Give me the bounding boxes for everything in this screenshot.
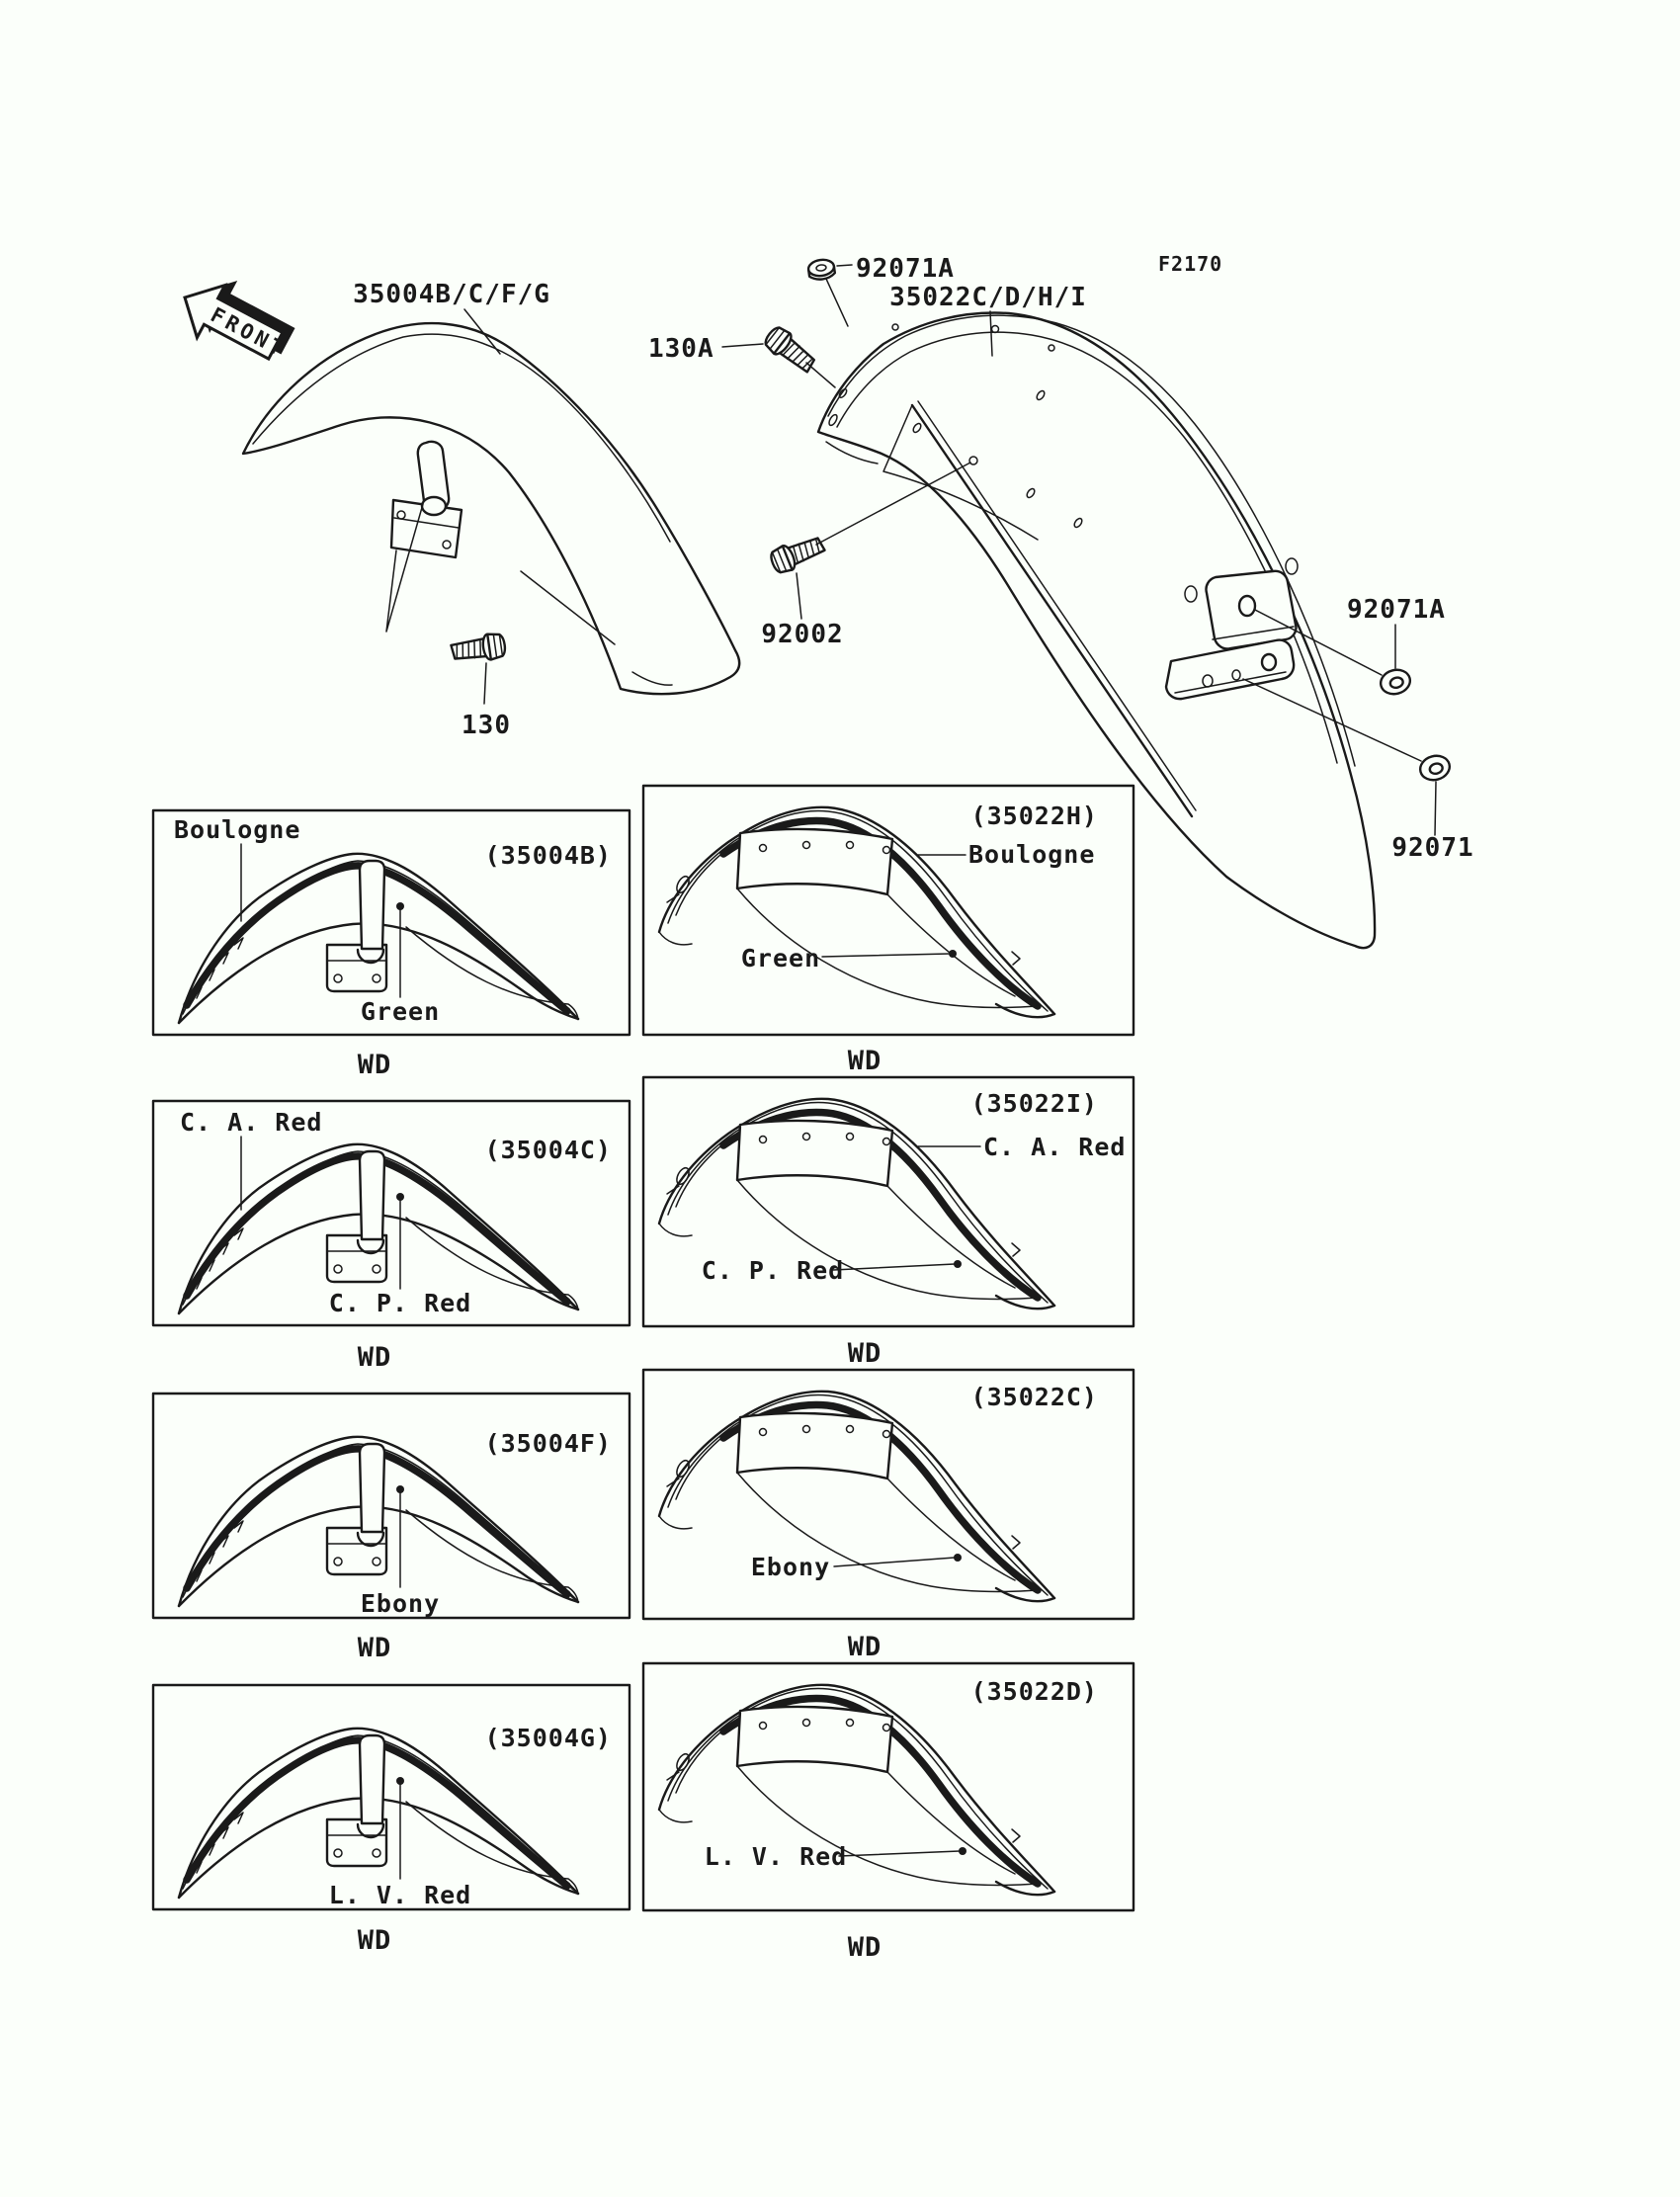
figure-code: F2170 (1158, 252, 1223, 276)
variant-color-stripe: C. A. Red (983, 1133, 1127, 1161)
variant-box-35004g (153, 1685, 630, 1956)
leader-line (839, 1851, 960, 1856)
variant-color-body: C. P. Red (701, 1256, 845, 1285)
variant-color-stripe: Boulogne (968, 840, 1096, 869)
nut-92071-icon (1417, 753, 1452, 784)
variant-box-35004f (153, 1394, 630, 1663)
leader-line (834, 1558, 955, 1566)
label-front-fender-part: 35004B/C/F/G (353, 280, 550, 309)
label-nut-92071a-top: 92071A (856, 254, 955, 284)
front-arrow-label: FRONT (207, 302, 291, 363)
rear-fender-drawing (818, 313, 1375, 949)
label-bolt-92002: 92002 (761, 620, 844, 649)
front-fender-variant-drawing (179, 1729, 578, 1898)
variant-part-number: (35022D) (970, 1677, 1098, 1706)
leader-line (822, 954, 950, 957)
variant-color-body: C. P. Red (328, 1289, 472, 1317)
variant-part-number: (35004C) (484, 1136, 612, 1164)
leader-dot (959, 1847, 966, 1855)
bolt-130-icon (451, 632, 507, 664)
variant-color-body: Ebony (750, 1553, 831, 1581)
label-nut-92071a-side: 92071A (1347, 595, 1446, 625)
leader-dot (396, 1777, 404, 1785)
rear-fender-upper-bracket (1206, 571, 1296, 649)
variant-caption-wd: WD (357, 1050, 392, 1080)
label-nut-92071: 92071 (1391, 833, 1474, 863)
variant-color-stripe: C. A. Red (180, 1108, 323, 1137)
variant-part-number: (35022I) (970, 1089, 1098, 1118)
variant-box-35022i (643, 1077, 1134, 1369)
leader-dot (954, 1260, 962, 1268)
variant-color-body: Ebony (360, 1589, 441, 1618)
leader-dot (396, 1193, 404, 1201)
variant-part-number: (35004F) (484, 1429, 612, 1458)
rear-fender-variant-drawing (659, 1392, 1054, 1601)
variant-color-body: Green (740, 944, 821, 972)
variant-color-body: L. V. Red (704, 1842, 848, 1871)
variant-caption-wd: WD (847, 1046, 882, 1076)
nut-92071a-top-icon (807, 258, 835, 281)
variant-color-body: Green (360, 997, 441, 1026)
variant-caption-wd: WD (847, 1632, 882, 1662)
nut-92071a-side-icon (1378, 667, 1412, 698)
variant-part-number: (35004G) (484, 1724, 612, 1752)
variant-color-stripe: Boulogne (174, 815, 301, 844)
variant-box-35004c (153, 1101, 630, 1373)
leader-dot (949, 950, 957, 958)
variant-part-number: (35022H) (970, 802, 1098, 830)
variant-part-number: (35004B) (484, 841, 612, 870)
rear-fender-variant-drawing (659, 807, 1054, 1017)
leader-dot (954, 1554, 962, 1562)
variant-caption-wd: WD (847, 1932, 882, 1963)
variant-caption-wd: WD (357, 1633, 392, 1663)
variant-box-35022d (643, 1663, 1134, 1963)
leader-dot (396, 1485, 404, 1493)
variant-caption-wd: WD (357, 1342, 392, 1373)
variant-part-number: (35022C) (970, 1383, 1098, 1411)
front-fender-variant-drawing (179, 1437, 578, 1606)
label-rear-fender-part: 35022C/D/H/I (889, 283, 1087, 312)
variant-box-35022c (643, 1370, 1134, 1662)
variant-caption-wd: WD (357, 1925, 392, 1956)
bolt-130a-icon (762, 324, 819, 378)
variant-box-35004b (153, 810, 630, 1080)
leader-dot (396, 902, 404, 910)
front-direction-arrow (171, 263, 304, 378)
variant-color-body: L. V. Red (328, 1881, 472, 1909)
label-bolt-130: 130 (462, 711, 511, 740)
leader-lines (464, 265, 1436, 835)
bolt-92002-icon (768, 532, 827, 575)
rear-fender-lower-bracket (1166, 640, 1294, 700)
label-bolt-130a: 130A (648, 334, 714, 364)
variant-box-35022h (643, 786, 1134, 1076)
variant-caption-wd: WD (847, 1338, 882, 1369)
